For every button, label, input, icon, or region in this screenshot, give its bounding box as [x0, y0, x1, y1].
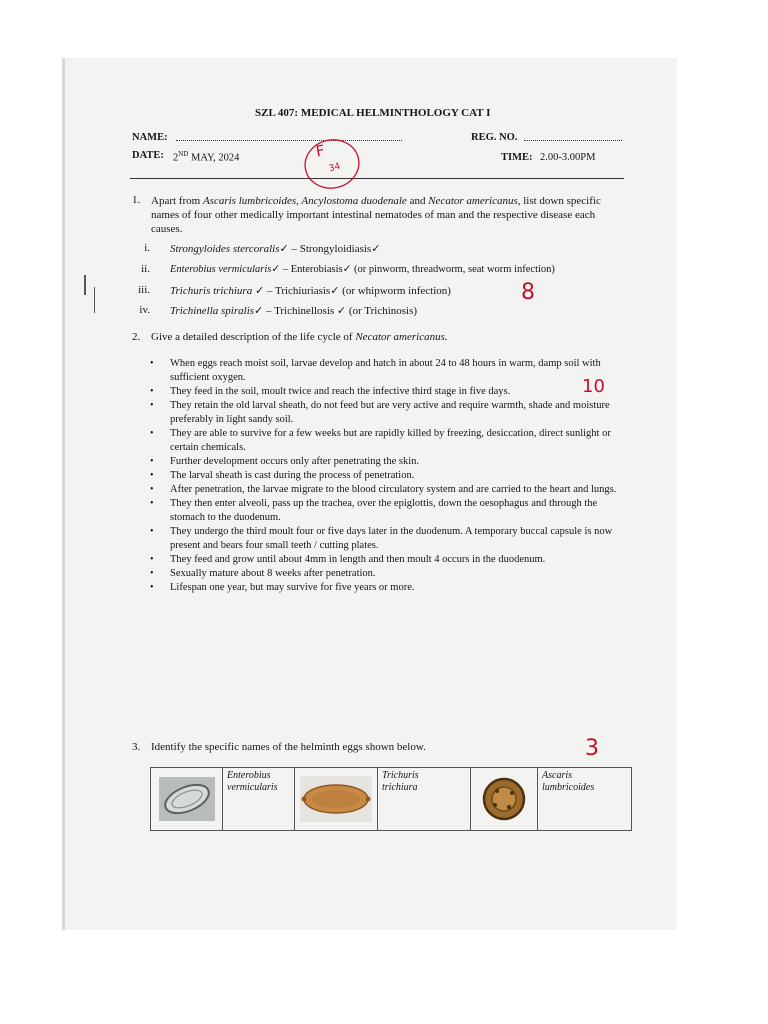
exam-title: SZL 407: MEDICAL HELMINTHOLOGY CAT I — [255, 107, 491, 119]
egg-image-cell — [295, 768, 378, 831]
q1-score: 8 — [521, 280, 535, 305]
q3-number: 3. — [132, 741, 141, 753]
date-label: DATE: — [132, 150, 164, 161]
egg-name: trichiura — [382, 782, 418, 793]
q1-number: 1. — [132, 194, 141, 206]
time-value: 2.00-3.00PM — [540, 152, 596, 163]
egg-name: Trichuris — [382, 770, 419, 781]
list-item: • They feed and grow until about 4mm in length and then moult 4 occurs in the duodenum. — [150, 553, 620, 567]
egg-name: lumbricoides — [542, 782, 595, 793]
paper-edge-mark — [94, 287, 95, 313]
q1-answer: Enterobius vermicularis✓ – Enterobiasis✓ (or pinworm, threadworm, seat worm infection) — [170, 264, 555, 275]
q1-answer-num: iv. — [139, 304, 150, 316]
egg-table — [150, 767, 632, 831]
egg-name-cell — [223, 768, 295, 831]
list-item: • Further development occurs only after penetrating the skin. — [150, 455, 620, 469]
total-score-grade: F — [314, 141, 327, 161]
time-label: TIME: — [501, 152, 533, 163]
list-item: • They feed in the soil, moult twice and reach the infective third stage in five days. — [150, 385, 620, 399]
header-rule — [130, 178, 624, 179]
list-item: • Lifespan one year, but may survive for five years or more. — [150, 581, 620, 595]
egg-name: vermicularis — [227, 782, 278, 793]
ascaris-egg-image — [479, 774, 529, 824]
name-field[interactable] — [176, 139, 402, 141]
egg-name: Enterobius — [227, 770, 271, 781]
q2-score: 10 — [582, 376, 605, 397]
egg-name: Ascaris — [542, 770, 572, 781]
list-item: • When eggs reach moist soil, larvae develop and hatch in about 24 to 48 hours in warm, damp soil with sufficient oxygen. — [150, 357, 620, 385]
q1-answer: Trichuris trichiura ✓ – Trichiuriasis✓ (or whipworm infection) — [170, 285, 451, 297]
q2-number: 2. — [132, 331, 141, 343]
paper-edge-mark — [84, 275, 86, 295]
egg-name-cell — [378, 768, 471, 831]
q1-text: Apart from Ascaris lumbricoides, Ancylostoma duodenale and Necator americanus, list down specific names of four other medically important intestinal nematodes of man and the respective disease each causes. — [151, 195, 601, 235]
q1-answer-num: iii. — [138, 284, 150, 296]
enterobius-egg-image — [156, 774, 218, 824]
list-item: • They then enter alveoli, pass up the trachea, over the epiglottis, down the oesophagus and through the stomach to the duodenum. — [150, 497, 620, 525]
q3-text: Identify the specific names of the helminth eggs shown below. — [151, 741, 426, 753]
list-item: • They are able to survive for a few weeks but are rapidly killed by freezing, desiccation, direct sunlight or certain chemicals. — [150, 427, 620, 455]
date-value: 2ND MAY, 2024 — [173, 150, 240, 164]
list-item: • The larval sheath is cast during the process of penetration. — [150, 469, 620, 483]
list-item: • After penetration, the larvae migrate to the blood circulatory system and are carried to the heart and lungs. — [150, 483, 620, 497]
trichuris-egg-image — [298, 774, 374, 824]
q1-answer: Trichinella spiralis✓ – Trichinellosis ✓ (or Trichinosis) — [170, 305, 418, 317]
egg-name-cell — [538, 768, 632, 831]
q1-answer: Strongyloides stercoralis✓ – Strongyloidiasis✓ — [170, 243, 381, 255]
list-item: • They undergo the third moult four or five days later in the duodenum. A temporary buccal capsule is now present and bears four small teeth / cutting plates. — [150, 525, 620, 553]
q2-text: Give a detailed description of the life cycle of Necator americanus. — [151, 331, 448, 343]
name-label: NAME: — [132, 132, 168, 143]
list-item: • Sexually mature about 8 weeks after penetration. — [150, 567, 620, 581]
q1-answer-num: ii. — [141, 263, 150, 275]
reg-no-field[interactable] — [524, 139, 622, 141]
total-score-value: 34 — [327, 161, 342, 175]
q2-answer-list — [150, 357, 620, 595]
egg-image-cell — [471, 768, 538, 831]
q3-score: 3 — [585, 736, 599, 761]
q1-answer-num: i. — [144, 242, 150, 254]
table-row — [151, 768, 632, 831]
list-item: • They retain the old larval sheath, do not feed but are very active and require warmth, shade and moisture preferably in light sandy soil. — [150, 399, 620, 427]
egg-image-cell — [151, 768, 223, 831]
reg-no-label: REG. NO. — [471, 132, 518, 143]
